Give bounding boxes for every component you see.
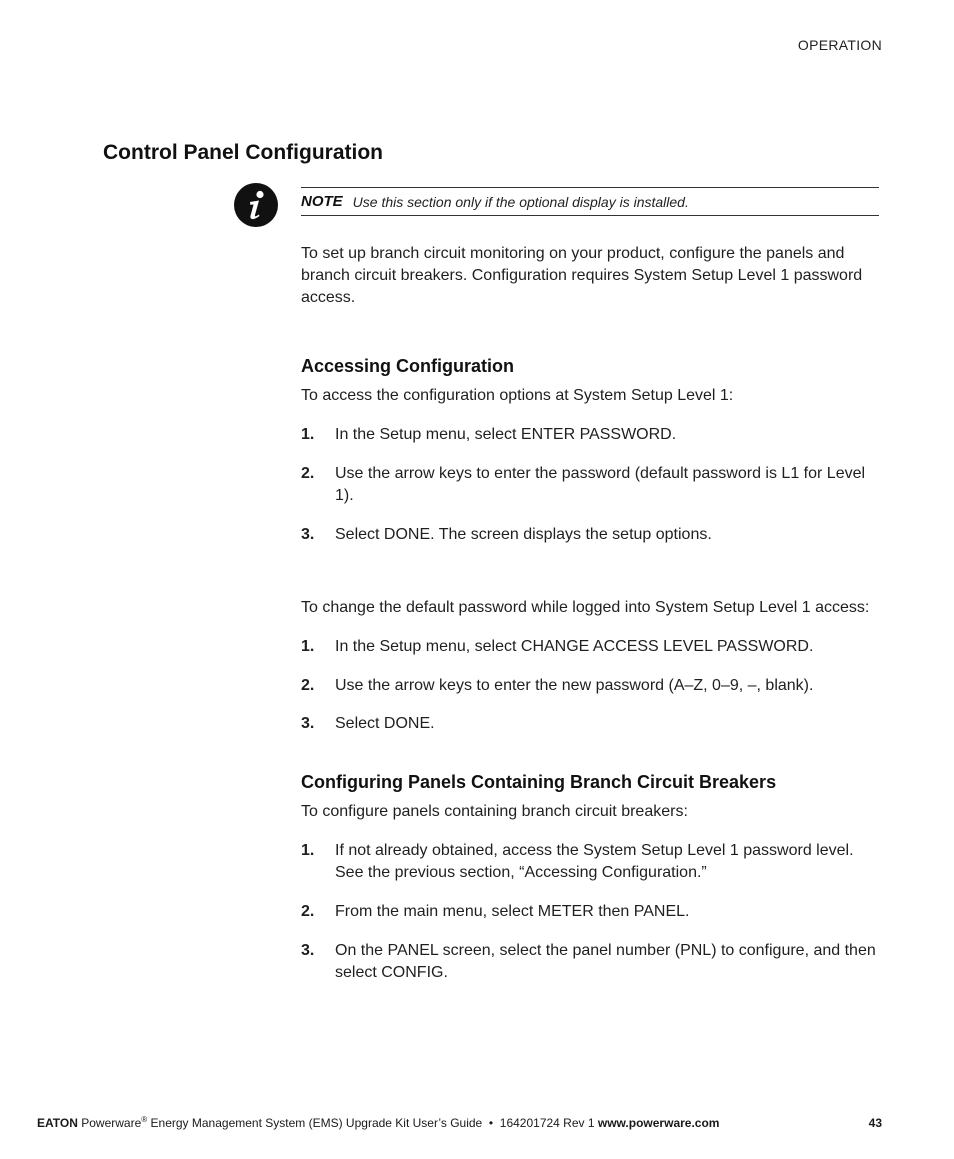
step-text: In the Setup menu, select CHANGE ACCESS LEVEL PASSWORD. [335, 638, 814, 655]
accessing-heading: Accessing Configuration [301, 356, 515, 376]
footer-guide-title: Energy Management System (EMS) Upgrade Kit User’s Guide [150, 1116, 483, 1130]
step-text: In the Setup menu, select ENTER PASSWORD. [335, 426, 677, 443]
step-number: 1. [301, 426, 315, 443]
running-header: OPERATION [797, 37, 882, 53]
change-password-lead: To change the default password while logged into System Setup Level 1 access: [301, 599, 870, 616]
step-number: 3. [301, 942, 315, 959]
step-text: If not already obtained, access the System Setup Level 1 password level. See the previous section, “Accessing Configuration.” [335, 842, 854, 881]
page-footer [37, 1115, 882, 1130]
footer-website: www.powerware.com [597, 1116, 720, 1130]
list-item [301, 840, 886, 884]
accessing-steps [301, 424, 886, 546]
list-item [301, 636, 886, 658]
step-text: Use the arrow keys to enter the new password (A–Z, 0–9, –, blank). [335, 677, 814, 694]
list-item [301, 713, 886, 735]
panels-lead: To configure panels containing branch circuit breakers: [301, 803, 688, 820]
footer-brand: EATON [37, 1116, 78, 1130]
list-item [301, 524, 886, 546]
page-number: 43 [868, 1116, 882, 1130]
accessing-lead: To access the configuration options at System Setup Level 1: [301, 387, 734, 404]
section-title: Control Panel Configuration [103, 141, 383, 164]
list-item [301, 424, 886, 446]
registered-mark: ® [141, 1115, 148, 1124]
step-number: 2. [301, 465, 315, 482]
step-number: 1. [301, 842, 315, 859]
panels-heading: Configuring Panels Containing Branch Circuit Breakers [301, 772, 777, 792]
step-text: Select DONE. [335, 715, 435, 732]
step-text: On the PANEL screen, select the panel number (PNL) to configure, and then select CONFIG. [335, 942, 876, 981]
step-number: 3. [301, 715, 315, 732]
step-number: 2. [301, 677, 315, 694]
step-number: 2. [301, 903, 315, 920]
footer-product: Powerware [81, 1116, 142, 1130]
note-box [301, 187, 879, 216]
note-text: Use this section only if the optional display is installed. [352, 193, 689, 210]
list-item [301, 901, 886, 923]
step-text: Use the arrow keys to enter the password (default password is L1 for Level 1). [335, 465, 866, 504]
step-text: From the main menu, select METER then PANEL. [335, 903, 690, 920]
list-item [301, 675, 886, 697]
change-password-steps [301, 636, 886, 735]
info-icon [234, 183, 278, 227]
list-item [301, 463, 886, 507]
main-content [301, 243, 886, 984]
step-number: 1. [301, 638, 315, 655]
step-number: 3. [301, 526, 315, 543]
step-text: Select DONE. The screen displays the setup options. [335, 526, 712, 543]
footer-doc-number: 164201724 Rev 1 [499, 1116, 595, 1130]
list-item [301, 940, 886, 984]
panels-steps [301, 840, 886, 984]
footer-bullet: • [488, 1116, 494, 1130]
intro-paragraph: To set up branch circuit monitoring on your product, configure the panels and branch circuit breakers. Configuration requires System Setup Level 1 password access. [301, 245, 863, 306]
note-label: NOTE [301, 193, 343, 210]
footer-line [37, 1115, 719, 1130]
